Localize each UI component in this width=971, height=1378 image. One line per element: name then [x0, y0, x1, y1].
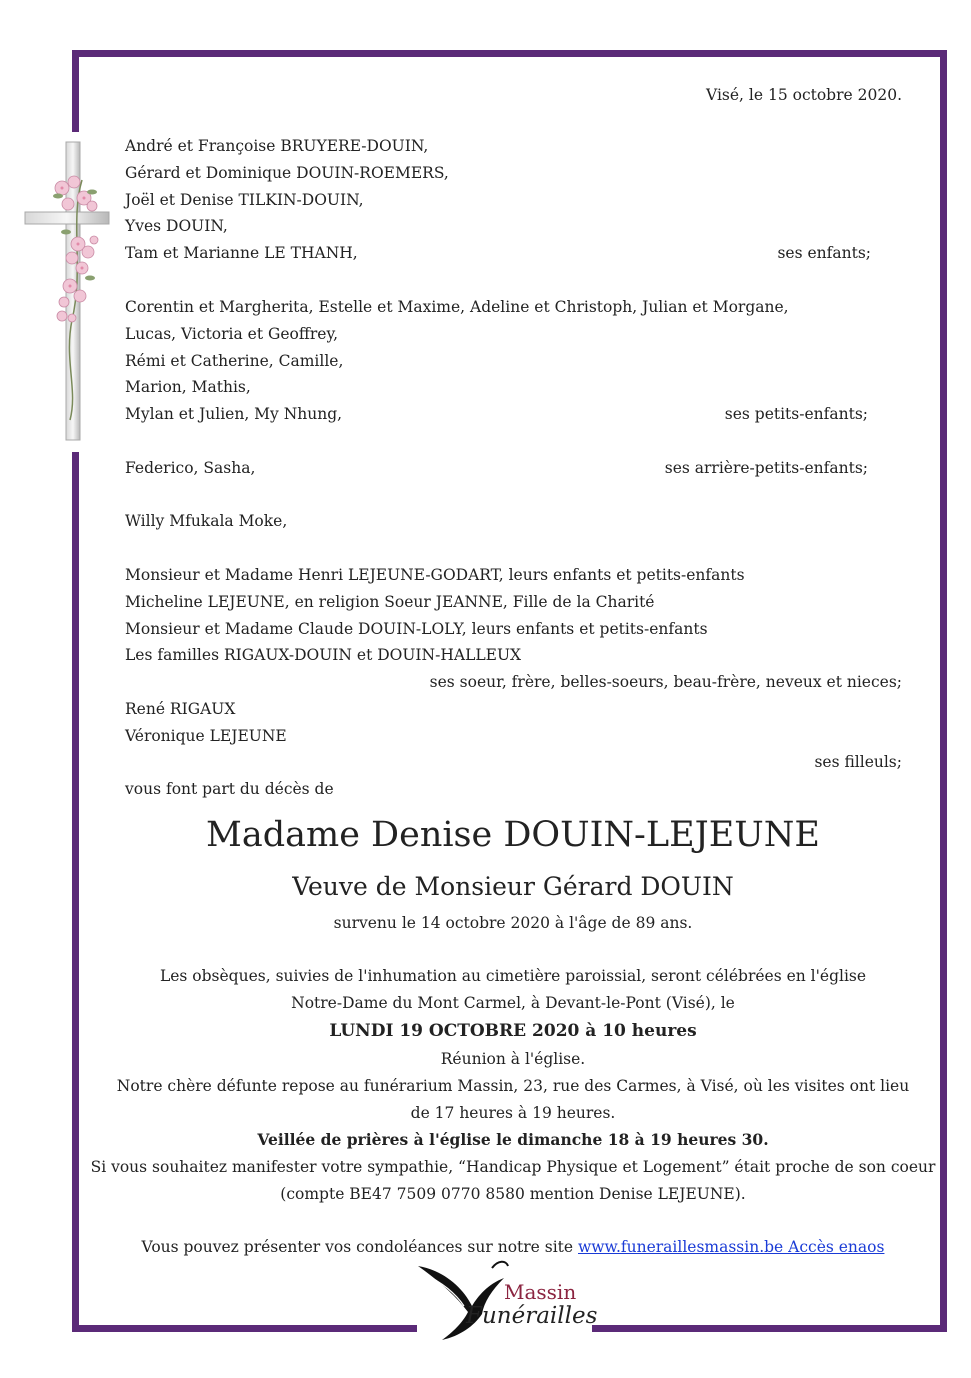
list-item: René RIGAUX [125, 700, 236, 718]
list-item: Monsieur et Madame Henri LEJEUNE-GODART, leurs enfants et petits-enfants [125, 566, 745, 584]
list-item: Monsieur et Madame Claude DOUIN-LOLY, leurs enfants et petits-enfants [125, 619, 708, 638]
funeral-line-2: Notre-Dame du Mont Carmel, à Devant-le-Pont (Visé), le [291, 994, 735, 1012]
list-item: Lucas, Victoria et Geoffrey, [125, 324, 339, 343]
list-item: Tam et Marianne LE THANH, [125, 244, 358, 263]
frame-left-border-top [72, 50, 79, 132]
vigil-text: Veillée de prières à l'église le dimanche 18 à 19 heures 30. [257, 1130, 769, 1149]
list-item: Marion, Mathis, [125, 378, 251, 397]
relation-grandchildren: ses petits-enfants; [724, 405, 868, 423]
relation-great-grandchildren: ses arrière-petits-enfants; [664, 459, 868, 477]
list-item: Corentin et Margherita, Estelle et Maxime, Adeline et Christoph, Julian et Morgane, [125, 298, 789, 316]
list-item: Federico, Sasha, [125, 459, 256, 477]
relation-godchildren: ses filleuls; [814, 753, 902, 771]
funeral-date: LUNDI 19 OCTOBRE 2020 à 10 heures [329, 1021, 697, 1041]
frame-left-border-bottom [72, 452, 79, 1332]
children-list [125, 133, 449, 267]
date-line: Visé, le 15 octobre 2020. [706, 86, 902, 104]
list-item: Yves DOUIN, [125, 217, 228, 236]
list-item: Véronique LEJEUNE [125, 726, 287, 745]
godchildren-list [125, 696, 287, 750]
list-item: André et Françoise BRUYERE-DOUIN, [125, 137, 429, 155]
grandchildren-list [125, 294, 789, 428]
passed-text: survenu le 14 octobre 2020 à l'âge de 89 ans. [333, 914, 693, 932]
rest-line-1: Notre chère défunte repose au funérarium Massin, 23, rue des Carmes, à Visé, où les visites ont lieu [116, 1077, 910, 1095]
list-item: Mylan et Julien, My Nhung, [125, 405, 343, 424]
funeral-line-1: Les obsèques, suivies de l'inhumation au cimetière paroissial, seront célébrées en l'église [159, 967, 867, 985]
list-item: Les familles RIGAUX-DOUIN et DOUIN-HALLEUX [125, 646, 522, 665]
relation-siblings: ses soeur, frère, belles-soeurs, beau-frère, neveux et nieces; [429, 673, 902, 691]
condolences-text: Vous pouvez présenter vos condoléances sur notre site [141, 1238, 578, 1256]
sympathy-line-2: (compte BE47 7509 0770 8580 mention Denise LEJEUNE). [280, 1185, 746, 1203]
cross-with-blossoms-icon [22, 140, 112, 445]
meeting-text: Réunion à l'église. [440, 1050, 586, 1068]
list-item: Micheline LEJEUNE, en religion Soeur JEANNE, Fille de la Charité [125, 592, 655, 611]
list-item: Rémi et Catherine, Camille, [125, 351, 344, 370]
relation-children: ses enfants; [777, 244, 871, 262]
logo-text-funerailles: Funérailles [466, 1303, 598, 1329]
rest-line-2: de 17 heures à 19 heures. [410, 1104, 616, 1122]
list-item: Joël et Denise TILKIN-DOUIN, [125, 190, 364, 209]
widow-of: Veuve de Monsieur Gérard DOUIN [292, 872, 734, 901]
deceased-name: Madame Denise DOUIN-LEJEUNE [206, 815, 820, 855]
announce-text: vous font part du décès de [125, 780, 334, 798]
list-item: Gérard et Dominique DOUIN-ROEMERS, [125, 163, 449, 182]
logo-text-massin: Massin [504, 1280, 577, 1304]
frame-bottom-border-left [72, 1325, 417, 1332]
condolences-link[interactable]: www.funeraillesmassin.be Accès enaos [578, 1238, 885, 1256]
siblings-list [125, 562, 745, 669]
sympathy-line-1: Si vous souhaitez manifester votre sympathie, “Handicap Physique et Logement” était proche de son coeur [90, 1158, 936, 1176]
frame-top-border [72, 50, 947, 57]
other-person: Willy Mfukala Moke, [125, 512, 288, 530]
great-grandchildren-list [125, 455, 255, 482]
frame-bottom-border-right [592, 1325, 947, 1332]
